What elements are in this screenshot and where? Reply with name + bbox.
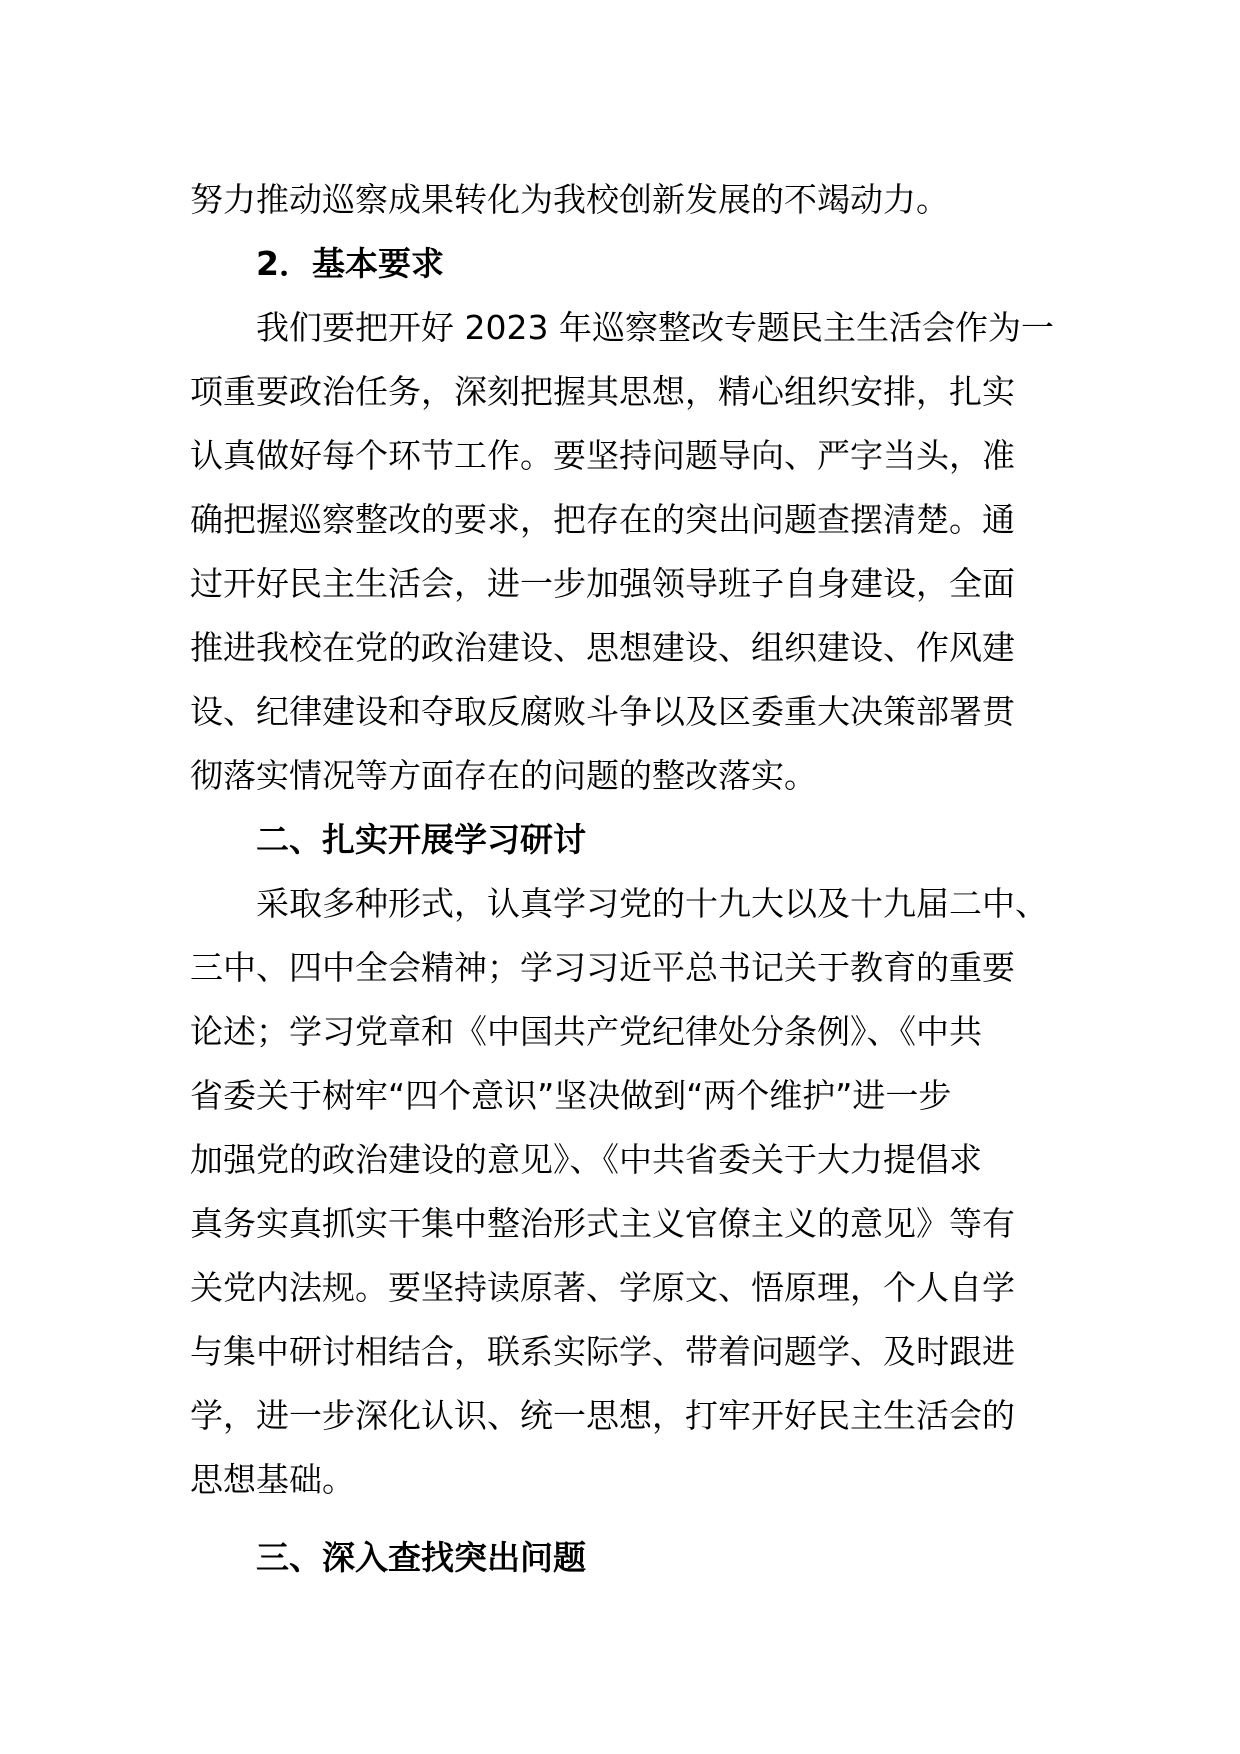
paragraph-line: 推进我校在党的政治建设、思想建设、组织建设、作风建	[190, 628, 1015, 667]
document-body	[190, 168, 1090, 1590]
section-heading: 三、深入查找突出问题	[256, 1538, 586, 1577]
section-heading: 2．基本要求	[256, 244, 444, 283]
paragraph-line: 省委关于树牢“四个意识”坚决做到“两个维护”进一步	[190, 1076, 952, 1115]
spacer	[190, 1512, 1090, 1526]
paragraph-line: 确把握巡察整改的要求，把存在的突出问题查摆清楚。通	[190, 500, 1015, 539]
paragraph-line: 关党内法规。要坚持读原著、学原文、悟原理，个人自学	[190, 1268, 1015, 1307]
paragraph-line: 项重要政治任务，深刻把握其思想，精心组织安排，扎实	[190, 372, 1015, 411]
section-heading: 二、扎实开展学习研讨	[256, 820, 586, 859]
paragraph-line: 认真做好每个环节工作。要坚持问题导向、严字当头，准	[190, 436, 1015, 475]
paragraph-line: 论述；学习党章和《中国共产党纪律处分条例》、《中共	[190, 1012, 982, 1051]
paragraph-line: 设、纪律建设和夺取反腐败斗争以及区委重大决策部署贯	[190, 692, 1015, 731]
paragraph-line: 采取多种形式，认真学习党的十九大以及十九届二中、	[256, 884, 1048, 923]
paragraph-line: 加强党的政治建设的意见》、《中共省委关于大力提倡求	[190, 1140, 982, 1179]
paragraph-line: 我们要把开好 2023 年巡察整改专题民主生活会作为一	[256, 308, 1054, 347]
paragraph-line: 真务实真抓实干集中整治形式主义官僚主义的意见》等有	[190, 1204, 1015, 1243]
paragraph-line: 学，进一步深化认识、统一思想，打牢开好民主生活会的	[190, 1396, 1015, 1435]
paragraph-line: 努力推动巡察成果转化为我校创新发展的不竭动力。	[190, 180, 949, 219]
paragraph-line: 思想基础。	[190, 1460, 355, 1499]
paragraph-line: 过开好民主生活会，进一步加强领导班子自身建设，全面	[190, 564, 1015, 603]
paragraph-line: 彻落实情况等方面存在的问题的整改落实。	[190, 756, 817, 795]
paragraph-line: 与集中研讨相结合，联系实际学、带着问题学、及时跟进	[190, 1332, 1015, 1371]
paragraph-line: 三中、四中全会精神；学习习近平总书记关于教育的重要	[190, 948, 1015, 987]
